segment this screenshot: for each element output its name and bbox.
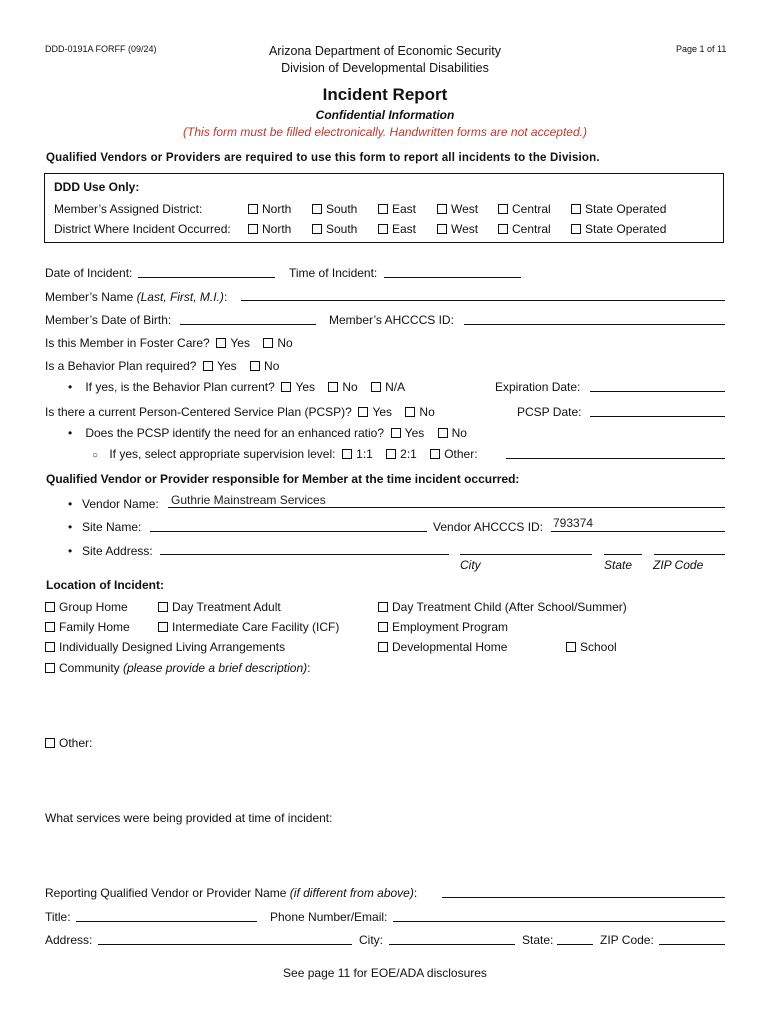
incident-district-checkbox[interactable] [378, 224, 388, 234]
assigned-district-checkbox[interactable] [248, 204, 258, 214]
subtitle: Confidential Information [315, 108, 455, 122]
state-label: State: [522, 933, 554, 947]
location-option-checkbox[interactable] [45, 642, 55, 652]
supervision-2-1-checkbox[interactable] [386, 449, 396, 459]
location-option [45, 620, 130, 634]
vendor-name-value[interactable]: Guthrie Mainstream Services [171, 493, 326, 507]
behavior-yes-label: Yes [217, 359, 237, 373]
date-of-incident-field[interactable] [138, 277, 275, 278]
expiration-date-field[interactable] [590, 391, 725, 392]
incident-district-label: East [392, 222, 417, 236]
site-address-field[interactable] [160, 554, 449, 555]
assigned-district-checkbox[interactable] [498, 204, 508, 214]
assigned-district-option [378, 202, 416, 216]
ddd-heading: DDD Use Only: [54, 180, 140, 194]
member-name-label: Member’s Name (Last, First, M.I.): [45, 290, 228, 304]
supervision-other-checkbox[interactable] [430, 449, 440, 459]
location-community-checkbox[interactable] [45, 663, 55, 673]
behavior-current-question: • If yes, is the Behavior Plan current? Yes No N/A [68, 380, 405, 394]
location-option-checkbox[interactable] [566, 642, 576, 652]
location-option [378, 640, 507, 654]
location-option-checkbox[interactable] [45, 602, 55, 612]
address-label: Address: [45, 933, 93, 947]
location-option [45, 600, 128, 614]
incident-district-checkbox[interactable] [248, 224, 258, 234]
incident-district-checkbox[interactable] [437, 224, 447, 234]
phone-email-field[interactable] [393, 921, 725, 922]
member-ahcccs-label: Member’s AHCCCS ID: [329, 313, 454, 327]
location-option-label: Employment Program [392, 620, 509, 634]
location-option-label: Group Home [59, 600, 128, 614]
location-option-label: School [580, 640, 617, 654]
time-of-incident-label: Time of Incident: [289, 266, 378, 280]
pcsp-yes-label: Yes [372, 405, 393, 419]
location-other: Other: [45, 736, 92, 750]
behavior-current-no-label: No [342, 380, 358, 394]
incident-district-option [312, 222, 357, 236]
instruction: Qualified Vendors or Providers are required to use this form to report all incidents to the Division. [46, 152, 600, 164]
behavior-current-no-checkbox[interactable] [328, 382, 338, 392]
date-of-incident-label: Date of Incident: [45, 266, 133, 280]
supervision-other-field[interactable] [506, 458, 725, 459]
ratio-no-label: No [451, 426, 467, 440]
page-number: Page 1 of 11 [676, 44, 727, 54]
assigned-district-label: Member’s Assigned District: [54, 202, 203, 216]
location-option-checkbox[interactable] [378, 622, 388, 632]
incident-district-checkbox[interactable] [498, 224, 508, 234]
state-caption: State [604, 558, 633, 572]
location-option-label: Day Treatment Child (After School/Summer) [392, 600, 627, 614]
agency-name: Arizona Department of Economic Security [268, 44, 502, 58]
behavior-current-na-label: N/A [385, 380, 406, 394]
services-label: What services were being provided at time of incident: [45, 811, 333, 825]
location-option-label: Family Home [59, 620, 130, 634]
assigned-district-label: State Operated [585, 202, 667, 216]
incident-district-label: North [262, 222, 292, 236]
ratio-yes-checkbox[interactable] [391, 428, 401, 438]
behavior-no-label: No [264, 359, 280, 373]
zip-label: ZIP Code: [600, 933, 654, 947]
behavior-yes-checkbox[interactable] [203, 361, 213, 371]
member-dob-field[interactable] [180, 324, 316, 325]
incident-district-option [498, 222, 551, 236]
location-option-label: Developmental Home [392, 640, 508, 654]
location-option-label: Intermediate Care Facility (ICF) [172, 620, 340, 634]
vendor-ahcccs-field [551, 531, 725, 532]
footer-note: See page 11 for EOE/ADA disclosures [283, 966, 487, 980]
assigned-district-label: North [262, 202, 292, 216]
member-name-field[interactable] [241, 300, 725, 301]
supervision-question: ○ If yes, select appropriate supervision level: 1:1 2:1 Other: [92, 447, 478, 461]
vendor-name-label: • Vendor Name: [68, 497, 159, 511]
electronic-notice: (This form must be filled electronically. Handwritten forms are not accepted.) [183, 125, 587, 139]
assigned-district-checkbox[interactable] [437, 204, 447, 214]
member-ahcccs-field[interactable] [464, 324, 725, 325]
location-option [378, 620, 508, 634]
incident-district-label: West [451, 222, 479, 236]
supervision-2-1-label: 2:1 [400, 447, 417, 461]
assigned-district-checkbox[interactable] [571, 204, 581, 214]
pcsp-no-checkbox[interactable] [405, 407, 415, 417]
location-option-checkbox[interactable] [378, 602, 388, 612]
location-option-checkbox[interactable] [378, 642, 388, 652]
location-option [566, 640, 617, 654]
supervision-1-1-label: 1:1 [356, 447, 373, 461]
behavior-no-checkbox[interactable] [250, 361, 260, 371]
site-address-label: • Site Address: [68, 544, 153, 558]
form-code: DDD-0191A FORFF (09/24) [45, 44, 157, 54]
supervision-other-label: Other: [444, 447, 478, 461]
location-option-label: Day Treatment Adult [172, 600, 281, 614]
ratio-no-checkbox[interactable] [438, 428, 448, 438]
site-name-field[interactable] [150, 531, 427, 532]
location-option-checkbox[interactable] [158, 622, 168, 632]
incident-district-label: South [326, 222, 358, 236]
foster-no-label: No [277, 336, 293, 350]
assigned-district-label: West [451, 202, 479, 216]
vendor-ahcccs-value[interactable]: 793374 [553, 516, 594, 530]
behavior-current-yes-label: Yes [295, 380, 316, 394]
pcsp-question: Is there a current Person-Centered Service Plan (PCSP)? Yes No [45, 405, 435, 419]
location-option-checkbox[interactable] [45, 622, 55, 632]
city-label: City: [359, 933, 383, 947]
vendor-name-field [168, 507, 725, 508]
incident-district-label: State Operated [585, 222, 667, 236]
foster-yes-label: Yes [230, 336, 250, 350]
member-dob-label: Member’s Date of Birth: [45, 313, 172, 327]
foster-yes-checkbox[interactable] [216, 338, 226, 348]
reporting-zip-field[interactable] [659, 944, 725, 945]
vendor-heading: Qualified Vendor or Provider responsible for Member at the time incident occurred: [46, 472, 520, 486]
behavior-current-na-checkbox[interactable] [371, 382, 381, 392]
location-option [378, 600, 627, 614]
pcsp-date-label: PCSP Date: [517, 405, 582, 419]
incident-district-label: District Where Incident Occurred: [54, 222, 231, 236]
incident-district-option [571, 222, 666, 236]
title-field[interactable] [76, 921, 257, 922]
assigned-district-option [571, 202, 666, 216]
division-name: Division of Developmental Disabilities [281, 61, 489, 75]
location-option [45, 640, 285, 654]
city-field[interactable] [460, 554, 592, 555]
location-option [158, 620, 339, 634]
site-name-label: • Site Name: [68, 520, 141, 534]
location-other-checkbox[interactable] [45, 738, 55, 748]
reporting-vendor-label: Reporting Qualified Vendor or Provider Name (if different from above): [45, 886, 418, 900]
reporting-city-field[interactable] [389, 944, 515, 945]
assigned-district-checkbox[interactable] [378, 204, 388, 214]
ratio-yes-label: Yes [404, 426, 425, 440]
city-caption: City [460, 558, 481, 572]
incident-district-option [378, 222, 416, 236]
location-option-label: Individually Designed Living Arrangements [59, 640, 286, 654]
title-label: Title: [45, 910, 71, 924]
location-heading: Location of Incident: [46, 578, 164, 592]
assigned-district-option [437, 202, 478, 216]
reporting-state-field[interactable] [557, 944, 593, 945]
incident-district-label: Central [512, 222, 551, 236]
foster-care-question: Is this Member in Foster Care? Yes No [45, 336, 293, 350]
enhanced-ratio-question: • Does the PCSP identify the need for an enhanced ratio? Yes No [68, 426, 467, 440]
assigned-district-label: South [326, 202, 358, 216]
page-title: Incident Report [322, 85, 448, 104]
assigned-district-option [312, 202, 357, 216]
pcsp-date-field[interactable] [590, 416, 725, 417]
behavior-plan-question: Is a Behavior Plan required? Yes No [45, 359, 280, 373]
phone-email-label: Phone Number/Email: [270, 910, 388, 924]
assigned-district-option [248, 202, 291, 216]
pcsp-no-label: No [419, 405, 435, 419]
incident-district-option [437, 222, 478, 236]
assigned-district-label: Central [512, 202, 551, 216]
pcsp-yes-checkbox[interactable] [358, 407, 368, 417]
state-field[interactable] [604, 554, 642, 555]
location-option [158, 600, 281, 614]
location-option-checkbox[interactable] [158, 602, 168, 612]
behavior-current-yes-checkbox[interactable] [281, 382, 291, 392]
incident-district-checkbox[interactable] [312, 224, 322, 234]
incident-district-checkbox[interactable] [571, 224, 581, 234]
zip-field[interactable] [654, 554, 725, 555]
time-of-incident-field[interactable] [384, 277, 521, 278]
vendor-ahcccs-label: Vendor AHCCCS ID: [433, 520, 544, 534]
assigned-district-checkbox[interactable] [312, 204, 322, 214]
foster-no-checkbox[interactable] [263, 338, 273, 348]
incident-district-option [248, 222, 291, 236]
zip-caption: ZIP Code [653, 558, 704, 572]
supervision-1-1-checkbox[interactable] [342, 449, 352, 459]
assigned-district-label: East [392, 202, 417, 216]
location-community: Community (please provide a brief description): [45, 661, 310, 675]
expiration-date-label: Expiration Date: [495, 380, 581, 394]
assigned-district-option [498, 202, 551, 216]
reporting-vendor-field[interactable] [442, 897, 725, 898]
address-field[interactable] [98, 944, 352, 945]
